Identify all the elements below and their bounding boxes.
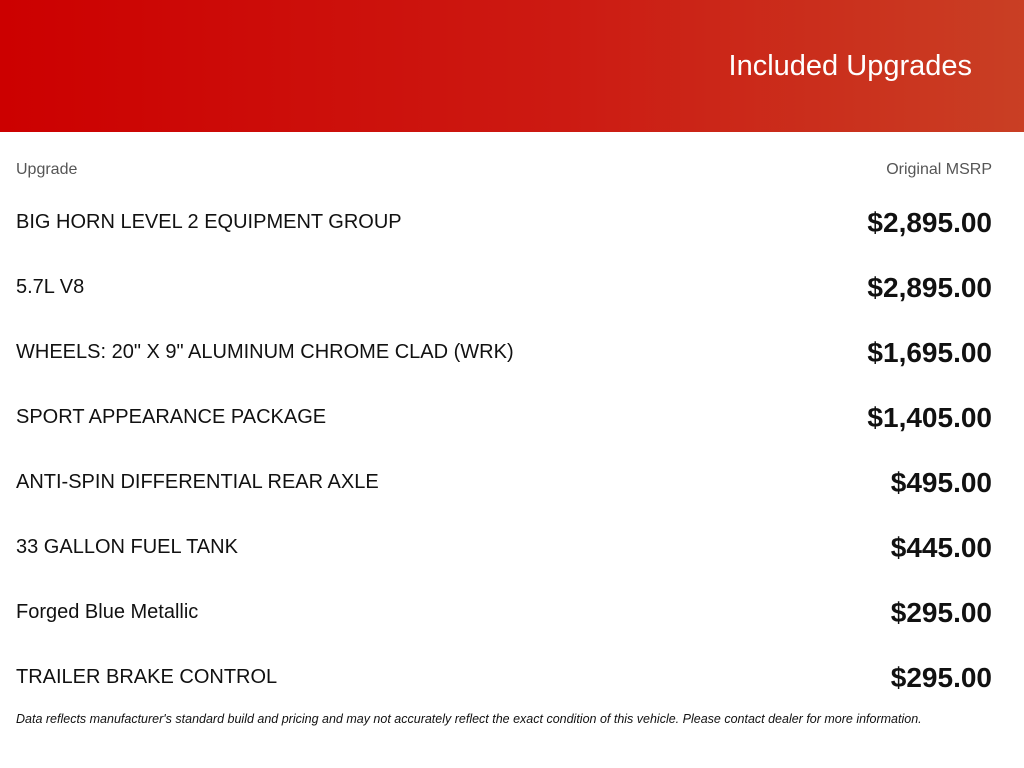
upgrade-price: $295.00	[890, 661, 992, 693]
upgrade-price: $495.00	[890, 466, 992, 498]
table-row	[16, 190, 992, 255]
header-banner	[0, 0, 1024, 132]
column-header-upgrade: Upgrade	[16, 161, 78, 178]
upgrade-price: $1,405.00	[867, 401, 992, 433]
table-row	[16, 320, 992, 385]
page-title: Included Upgrades	[728, 50, 972, 82]
table-row	[16, 255, 992, 320]
upgrade-price: $445.00	[890, 531, 992, 563]
table-row	[16, 515, 992, 580]
table-row	[16, 450, 992, 515]
column-headers	[16, 150, 992, 190]
upgrade-name: 33 GALLON FUEL TANK	[16, 536, 238, 558]
upgrade-price: $2,895.00	[867, 206, 992, 238]
upgrade-price: $295.00	[890, 596, 992, 628]
upgrade-name: 5.7L V8	[16, 276, 85, 298]
upgrade-name: BIG HORN LEVEL 2 EQUIPMENT GROUP	[16, 211, 402, 233]
upgrade-name: ANTI-SPIN DIFFERENTIAL REAR AXLE	[16, 471, 379, 493]
column-header-msrp: Original MSRP	[886, 161, 992, 178]
disclaimer-note: Data reflects manufacturer's standard build and pricing and may not accurately reflect the exact condition of this vehicle. Please contact dealer for more information.	[16, 712, 922, 726]
upgrade-name: WHEELS: 20" X 9" ALUMINUM CHROME CLAD (WRK)	[16, 341, 514, 363]
upgrade-name: Forged Blue Metallic	[16, 601, 199, 623]
upgrades-table	[16, 150, 992, 710]
upgrade-price: $1,695.00	[867, 336, 992, 368]
upgrade-name: TRAILER BRAKE CONTROL	[16, 666, 278, 688]
table-row	[16, 580, 992, 645]
upgrade-name: SPORT APPEARANCE PACKAGE	[16, 406, 327, 428]
upgrade-price: $2,895.00	[867, 271, 992, 303]
table-row	[16, 385, 992, 450]
table-row	[16, 645, 992, 710]
